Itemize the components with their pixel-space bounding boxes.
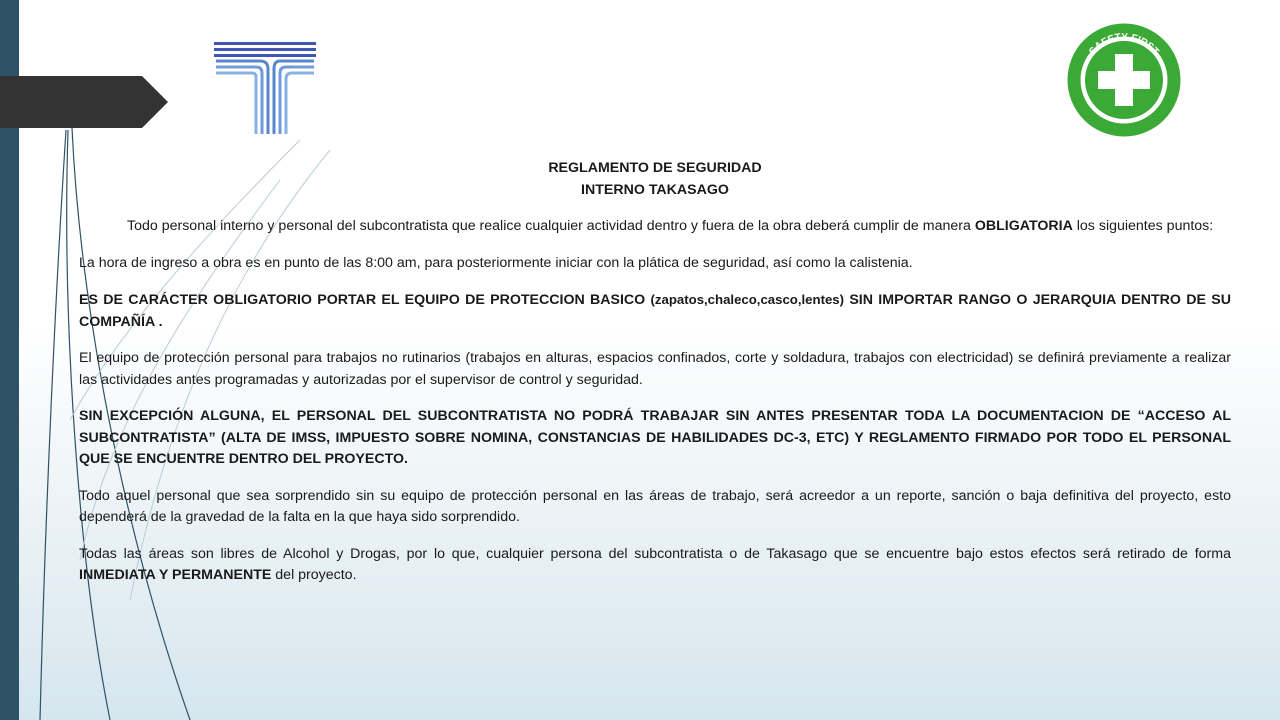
intro-text-end: los siguientes puntos: [1072,218,1214,234]
alcohol-rule-text: Todas las áreas son libres de Alcohol y Drogas, por lo que, cualquier persona del subcontratista o de Takasago que se encuentre bajo estos efectos será retirado de forma [79,545,1231,562]
takasago-t-icon [202,36,328,138]
alcohol-rule-text-end: del proyecto. [271,567,357,583]
ppe-mandatory-rule [79,289,1231,333]
arrival-time-rule: La hora de ingreso a obra es en punto de las 8:00 am, para posteriormente iniciar con la plática de seguridad, así como la calistenia. [79,254,913,271]
documentation-rule-text: SIN EXCEPCIÓN ALGUNA, EL PERSONAL DEL SUBCONTRATISTA NO PODRÁ TRABAJAR SIN ANTES PRESENTAR TODA LA DOCUMENTACION DE “ACCESO AL SUBCONTRATISTA” (ALTA DE IMSS, IMPUESTO SOBRE NOMINA, CONSTANCIAS DE HABILIDADES DC-3, ETC) Y REGLAMENTO FIRMADO POR TODO EL PERSONAL QUE SE ENCUENTRE DENTRO DEL PROYECTO. [79,408,1231,467]
section-tab [0,76,168,128]
document-title-line1: REGLAMENTO DE SEGURIDAD [548,160,762,176]
takasago-logo [202,36,328,138]
safety-cross-icon [1060,20,1188,138]
safety-top-text: SAFETY FIRST [1087,31,1161,58]
ppe-rule-text-end: SIN IMPORTAR RANGO O JERARQUIA DENTRO DE SU COMPAÑÍA . [79,292,1231,330]
non-routine-ppe-rule: El equipo de protección personal para trabajos no rutinarios (trabajos en alturas, espacios confinados, corte y soldadura, trabajos con electricidad) se definirá previamente a realizar las actividades antes programadas y autorizadas por el supervisor de control y seguridad. [79,350,1231,388]
safety-regulation-document [79,158,1231,602]
sanction-rule: Todo aquel personal que sea sorprendido sin su equipo de protección personal en las áreas de trabajo, será acreedor a un reporte, sanción o baja definitiva del proyecto, esto dependerá de la gravedad de la falta en la que haya sido sorprendido. [79,487,1231,525]
safety-first-logo [1060,20,1188,138]
intro-bold: OBLIGATORIA [974,218,1073,234]
intro-paragraph [79,216,1231,238]
ppe-rule-text: ES DE CARÁCTER OBLIGATORIO PORTAR EL EQUIPO DE PROTECCION BASICO [79,292,651,308]
alcohol-rule-bold: INMEDIATA Y PERMANENTE [79,567,272,583]
intro-text: Todo personal interno y personal del subcontratista que realice cualquier actividad dentro y fuera de la obra deberá cumplir de manera [127,218,975,234]
ppe-items: (zapatos,chaleco,casco,lentes) [650,292,845,307]
documentation-rule [79,406,1231,471]
alcohol-drugs-rule [79,544,1231,587]
document-title-line2: INTERNO TAKASAGO [581,181,729,198]
